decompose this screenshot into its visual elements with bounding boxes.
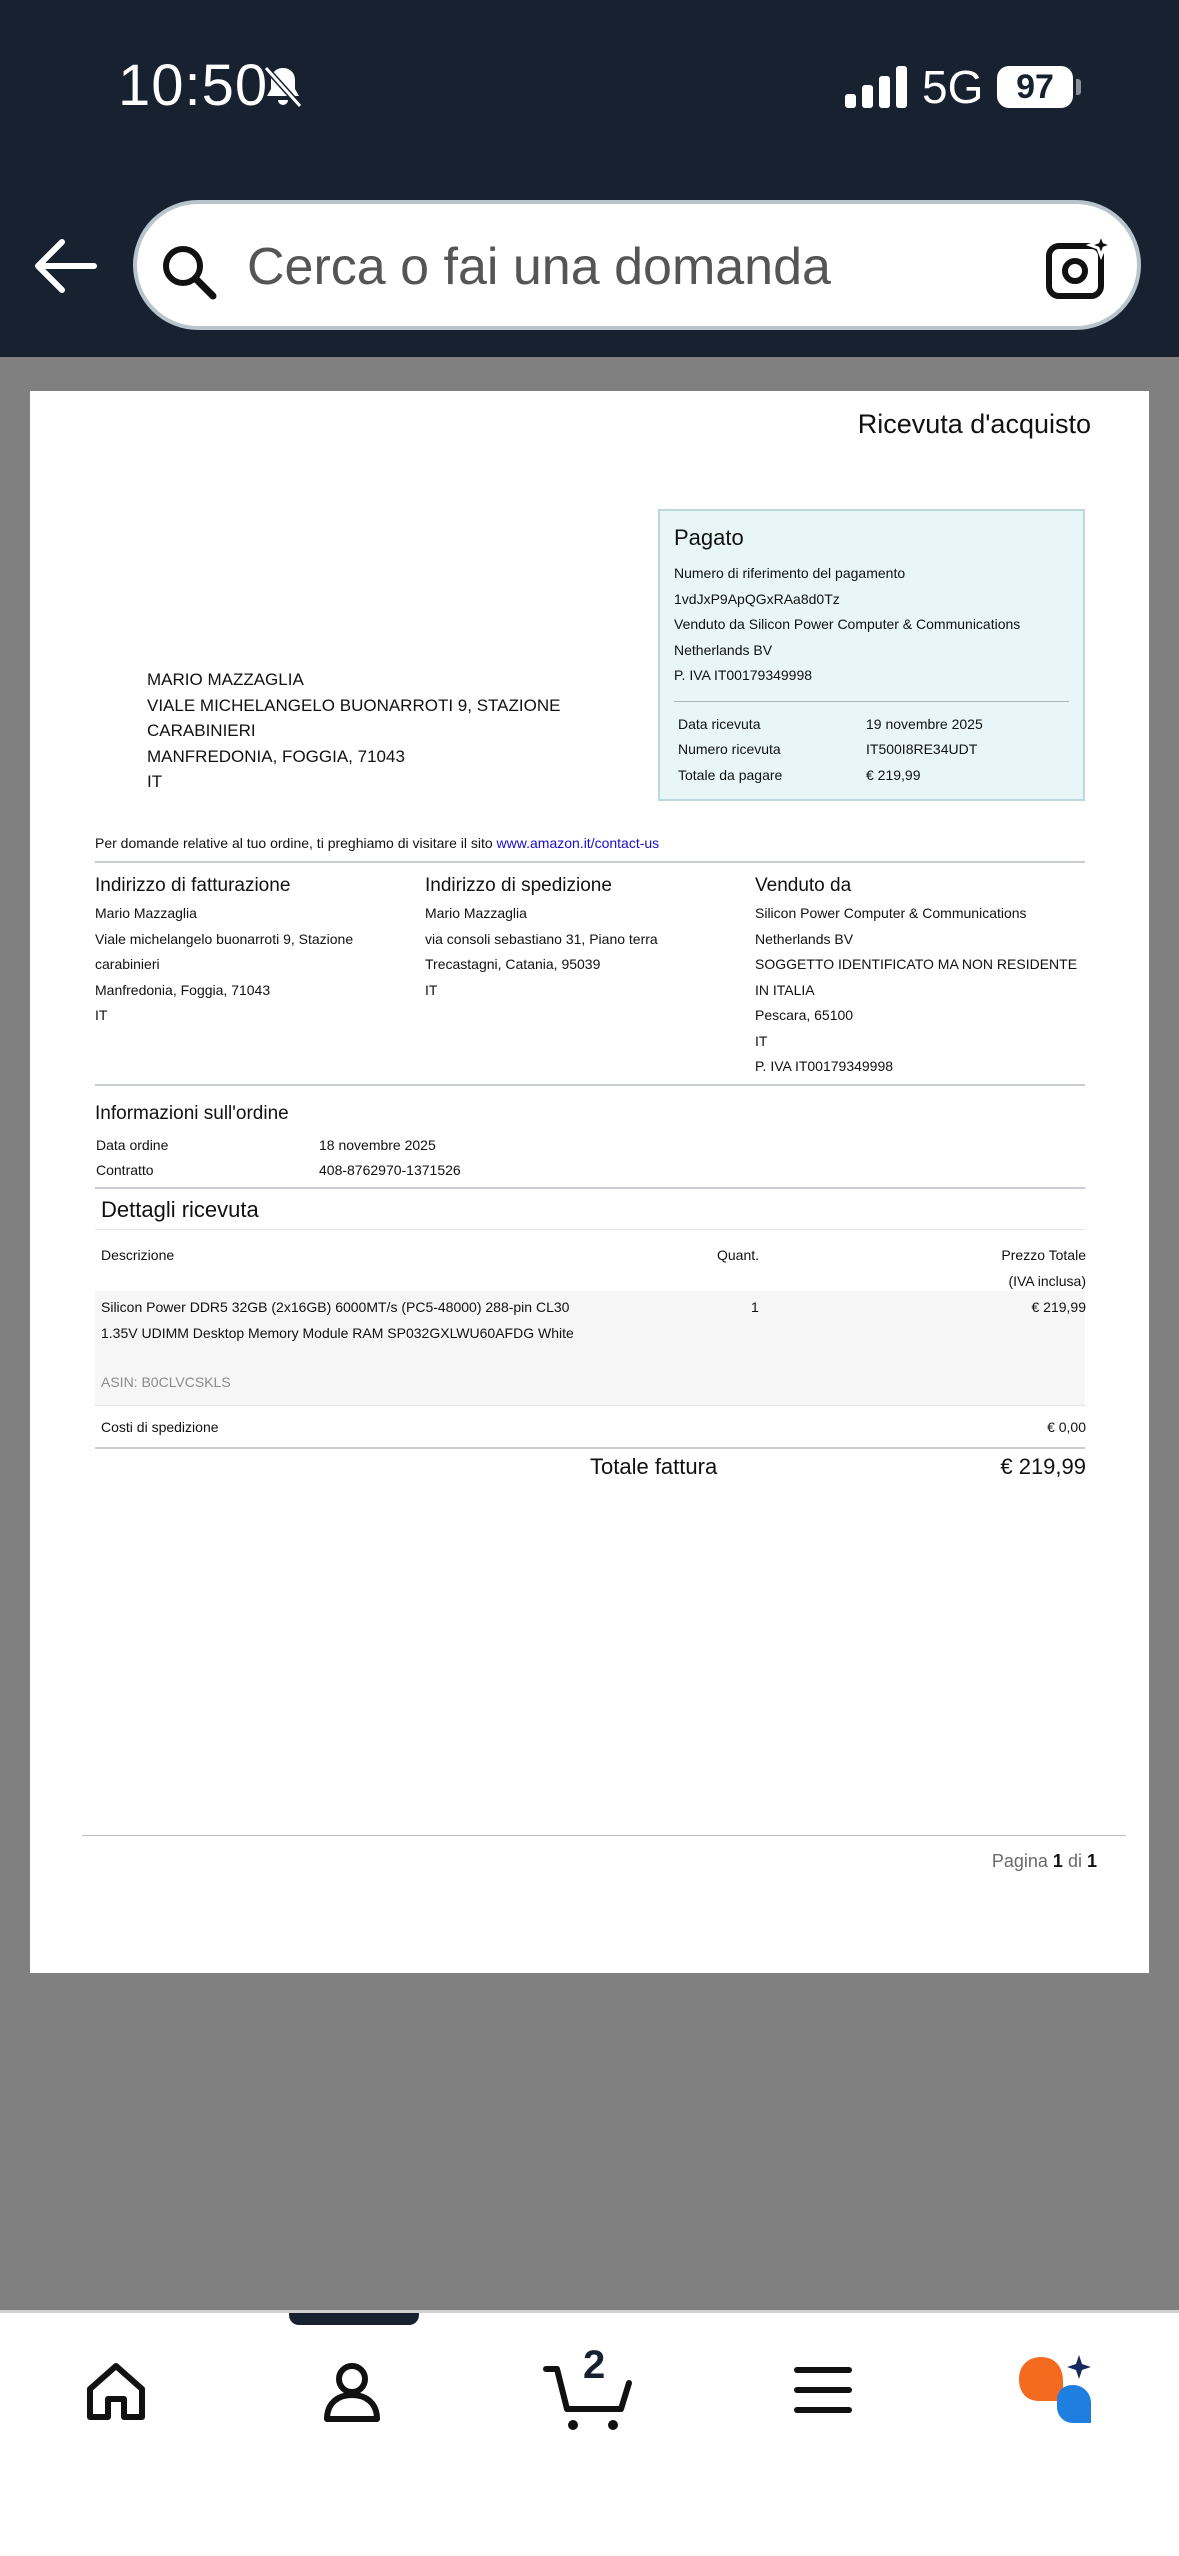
receipt-date-row — [674, 712, 1069, 738]
pager-label: Pagina — [991, 1851, 1048, 1871]
shipping-line: via consoli sebastiano 31, Piano terra — [425, 930, 658, 947]
customer-address-line: VIALE MICHELANGELO BUONARROTI 9, STAZIONE — [147, 695, 561, 715]
invoice-total-value: € 219,99 — [1000, 1454, 1086, 1479]
item-quantity: 1 — [751, 1299, 759, 1315]
search-input[interactable] — [247, 232, 967, 302]
billing-line: Viale michelangelo buonarroti 9, Stazione — [95, 930, 354, 947]
sold-by — [755, 875, 1085, 1080]
sold-by-line: IT — [755, 1032, 768, 1049]
amount-due-value: € 219,99 — [866, 766, 921, 783]
receipt-page — [30, 391, 1149, 1973]
customer-address — [147, 667, 560, 795]
menu-icon[interactable] — [794, 2365, 852, 2415]
divider — [95, 1187, 1085, 1189]
search-bar[interactable] — [133, 200, 1141, 330]
shipping-cost-label: Costi di spedizione — [101, 1419, 219, 1435]
billing-line: Mario Mazzaglia — [95, 905, 197, 921]
sold-by-heading: Venduto da — [755, 875, 852, 896]
bell-muted-icon — [258, 62, 308, 112]
divider — [95, 1447, 1085, 1449]
contract-value: 408-8762970-1371526 — [319, 1162, 461, 1178]
billing-address — [95, 875, 425, 1029]
pager-total: 1 — [1086, 1851, 1097, 1871]
invoice-total-label: Totale fattura — [590, 1454, 718, 1479]
payment-ref-value: 1vdJxP9ApQGxRAa8d0Tz — [674, 590, 840, 607]
search-icon — [159, 242, 219, 302]
paid-vat: P. IVA IT00179349998 — [674, 667, 813, 683]
sold-by-line: P. IVA IT00179349998 — [755, 1058, 894, 1074]
col-description: Descrizione — [101, 1247, 175, 1263]
sold-by-line: SOGGETTO IDENTIFICATO MA NON RESIDENTE — [755, 956, 1078, 972]
receipt-date-label: Data ricevuta — [678, 715, 761, 732]
item-asin: ASIN: B0CLVCSKLS — [101, 1374, 231, 1390]
billing-heading: Indirizzo di fatturazione — [95, 875, 291, 896]
battery-icon: 97 — [997, 66, 1073, 108]
details-heading: Dettagli ricevuta — [101, 1197, 259, 1222]
billing-line: carabinieri — [95, 956, 160, 972]
sold-by-line: IN ITALIA — [755, 981, 815, 998]
contact-note — [95, 835, 659, 851]
order-date-label: Data ordine — [96, 1137, 169, 1153]
item-title-line2: 1.35V UDIMM Desktop Memory Module RAM SP032GXLWU60AFDG White — [101, 1324, 574, 1341]
order-info-heading: Informazioni sull'ordine — [95, 1103, 289, 1124]
cart-count: 2 — [583, 2343, 606, 2387]
contract-row — [96, 1162, 461, 1178]
pager-sep: di — [1067, 1851, 1082, 1871]
shipping-heading: Indirizzo di spedizione — [425, 875, 612, 896]
customer-address-line: MANFREDONIA, FOGGIA, 71043 — [147, 746, 405, 766]
customer-address-line: CARABINIERI — [147, 721, 256, 740]
sold-by-line: Netherlands BV — [755, 930, 854, 947]
active-tab-indicator — [289, 2313, 419, 2325]
amount-due-label: Totale da pagare — [678, 766, 783, 783]
divider — [95, 1229, 1085, 1230]
shipping-line: Mario Mazzaglia — [425, 905, 527, 921]
item-description — [101, 1295, 574, 1396]
back-arrow-icon[interactable] — [32, 236, 98, 296]
order-date-value: 18 novembre 2025 — [319, 1137, 436, 1153]
shipping-line: IT — [425, 981, 438, 998]
col-quantity: Quant. — [717, 1247, 760, 1263]
col-price-vat: (IVA inclusa) — [1008, 1272, 1086, 1289]
home-icon[interactable] — [84, 2359, 148, 2423]
battery-tip — [1076, 79, 1081, 95]
shipping-line: Trecastagni, Catania, 95039 — [425, 956, 601, 972]
divider — [95, 861, 1085, 863]
network-type: 5G — [922, 61, 984, 113]
paid-title: Pagato — [674, 525, 744, 550]
cart-icon[interactable] — [543, 2363, 633, 2433]
paid-seller-line2: Netherlands BV — [674, 641, 773, 658]
receipt-number-value: IT500I8RE34UDT — [866, 741, 978, 757]
divider — [674, 701, 1069, 702]
top-bar — [0, 0, 1179, 357]
page-indicator — [992, 1851, 1097, 1872]
payment-summary-box — [658, 509, 1085, 801]
contact-text: Per domande relative al tuo ordine, ti preghiamo di visitare il sito — [95, 835, 493, 851]
sold-by-line: Pescara, 65100 — [755, 1007, 854, 1023]
customer-address-line: IT — [147, 772, 163, 791]
contact-link[interactable]: www.amazon.it/contact-us — [496, 835, 660, 851]
receipt-number-label: Numero ricevuta — [678, 741, 781, 757]
shipping-cost-value: € 0,00 — [1047, 1419, 1086, 1435]
billing-line: Manfredonia, Foggia, 71043 — [95, 981, 271, 998]
status-time: 10:50 — [118, 53, 269, 118]
billing-line: IT — [95, 1007, 108, 1023]
customer-address-line: MARIO MAZZAGLIA — [147, 670, 304, 689]
account-icon[interactable] — [320, 2359, 384, 2423]
pager-current: 1 — [1052, 1851, 1063, 1871]
item-price: € 219,99 — [1031, 1299, 1086, 1315]
item-title-line1: Silicon Power DDR5 32GB (2x16GB) 6000MT/s (PC5-48000) 288-pin CL30 — [101, 1299, 570, 1315]
payment-ref-label: Numero di riferimento del pagamento — [674, 565, 906, 581]
col-price — [1001, 1243, 1086, 1294]
divider — [95, 1405, 1085, 1406]
signal-icon — [845, 66, 907, 108]
divider — [82, 1835, 1126, 1836]
document-title: Ricevuta d'acquisto — [857, 409, 1091, 439]
contract-label: Contratto — [96, 1162, 154, 1178]
bottom-nav — [0, 2310, 1179, 2556]
camera-lens-icon[interactable] — [1043, 232, 1115, 304]
col-price-label: Prezzo Totale — [1001, 1247, 1086, 1263]
assistant-icon[interactable] — [1015, 2353, 1095, 2425]
receipt-number-row — [674, 737, 1069, 763]
shipping-address — [425, 875, 755, 1003]
paid-seller-line1: Venduto da Silicon Power Computer & Communications — [674, 616, 1021, 632]
divider — [95, 1084, 1085, 1086]
amount-due-row — [674, 763, 1069, 789]
order-date-row — [96, 1137, 436, 1153]
sold-by-line: Silicon Power Computer & Communications — [755, 905, 1027, 921]
receipt-date-value: 19 novembre 2025 — [866, 715, 983, 732]
